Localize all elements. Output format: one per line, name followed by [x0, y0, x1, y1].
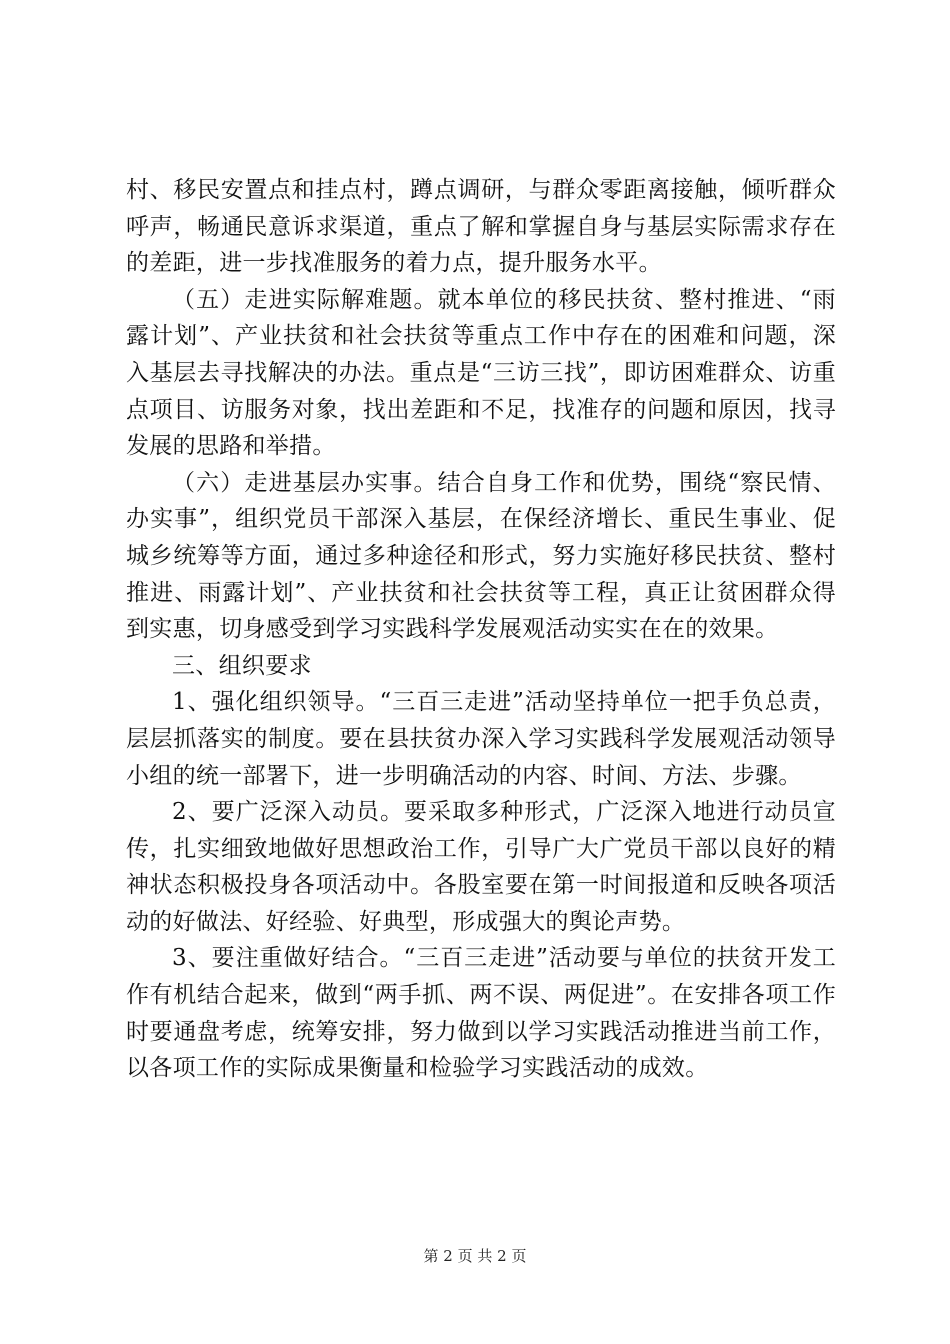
paragraph-requirement-3: 3、要注重做好结合。“三百三走进”活动要与单位的扶贫开发工作有机结合起来，做到“两手抓、两不误、两促进”。在安排各项工作时要通盘考虑，统筹安排，努力做到以学习实践活动推进当前工作，以各项工作的实际成果衡量和检验学习实践活动的成效。 [126, 945, 836, 1082]
paragraph-section-5: （五）走进实际解难题。就本单位的移民扶贫、整村推进、“雨露计划”、产业扶贫和社会扶贫等重点工作中存在的困难和问题，深入基层去寻找解决的办法。重点是“三访三找”，即访困难群众、访重点项目、访服务对象，找出差距和不足，找准存的问题和原因，找寻发展的思路和举措。 [126, 286, 836, 460]
page-footer: 第 2 页 共 2 页 [423, 1247, 527, 1265]
heading-organization-requirements: 三、组织要求 [172, 652, 312, 679]
paragraph-continuation: 村、移民安置点和挂点村，蹲点调研，与群众零距离接触，倾听群众呼声，畅通民意诉求渠道，重点了解和掌握自身与基层实际需求存在的差距，进一步找准服务的着力点，提升服务水平。 [126, 177, 836, 277]
paragraph-requirement-2: 2、要广泛深入动员。要采取多种形式，广泛深入地进行动员宣传，扎实细致地做好思想政治工作，引导广大广党员干部以良好的精神状态积极投身各项活动中。各股室要在第一时间报道和反映各项活动的好做法、好经验、好典型，形成强大的舆论声势。 [126, 799, 836, 935]
paragraph-requirement-1: 1、强化组织领导。“三百三走进”活动坚持单位一把手负总责，层层抓落实的制度。要在县扶贫办深入学习实践科学发展观活动领导小组的统一部署下，进一步明确活动的内容、时间、方法、步骤。 [126, 689, 836, 789]
document-body [126, 172, 836, 1087]
paragraph-section-6: （六）走进基层办实事。结合自身工作和优势，围绕“察民情、办实事”，组织党员干部深入基层，在保经济增长、重民生事业、促城乡统筹等方面，通过多种途径和形式，努力实施好移民扶贫、整村推进、雨露计划”、产业扶贫和社会扶贫等工程，真正让贫困群众得到实惠，切身感受到学习实践科学发展观活动实实在在的效果。 [126, 469, 836, 643]
